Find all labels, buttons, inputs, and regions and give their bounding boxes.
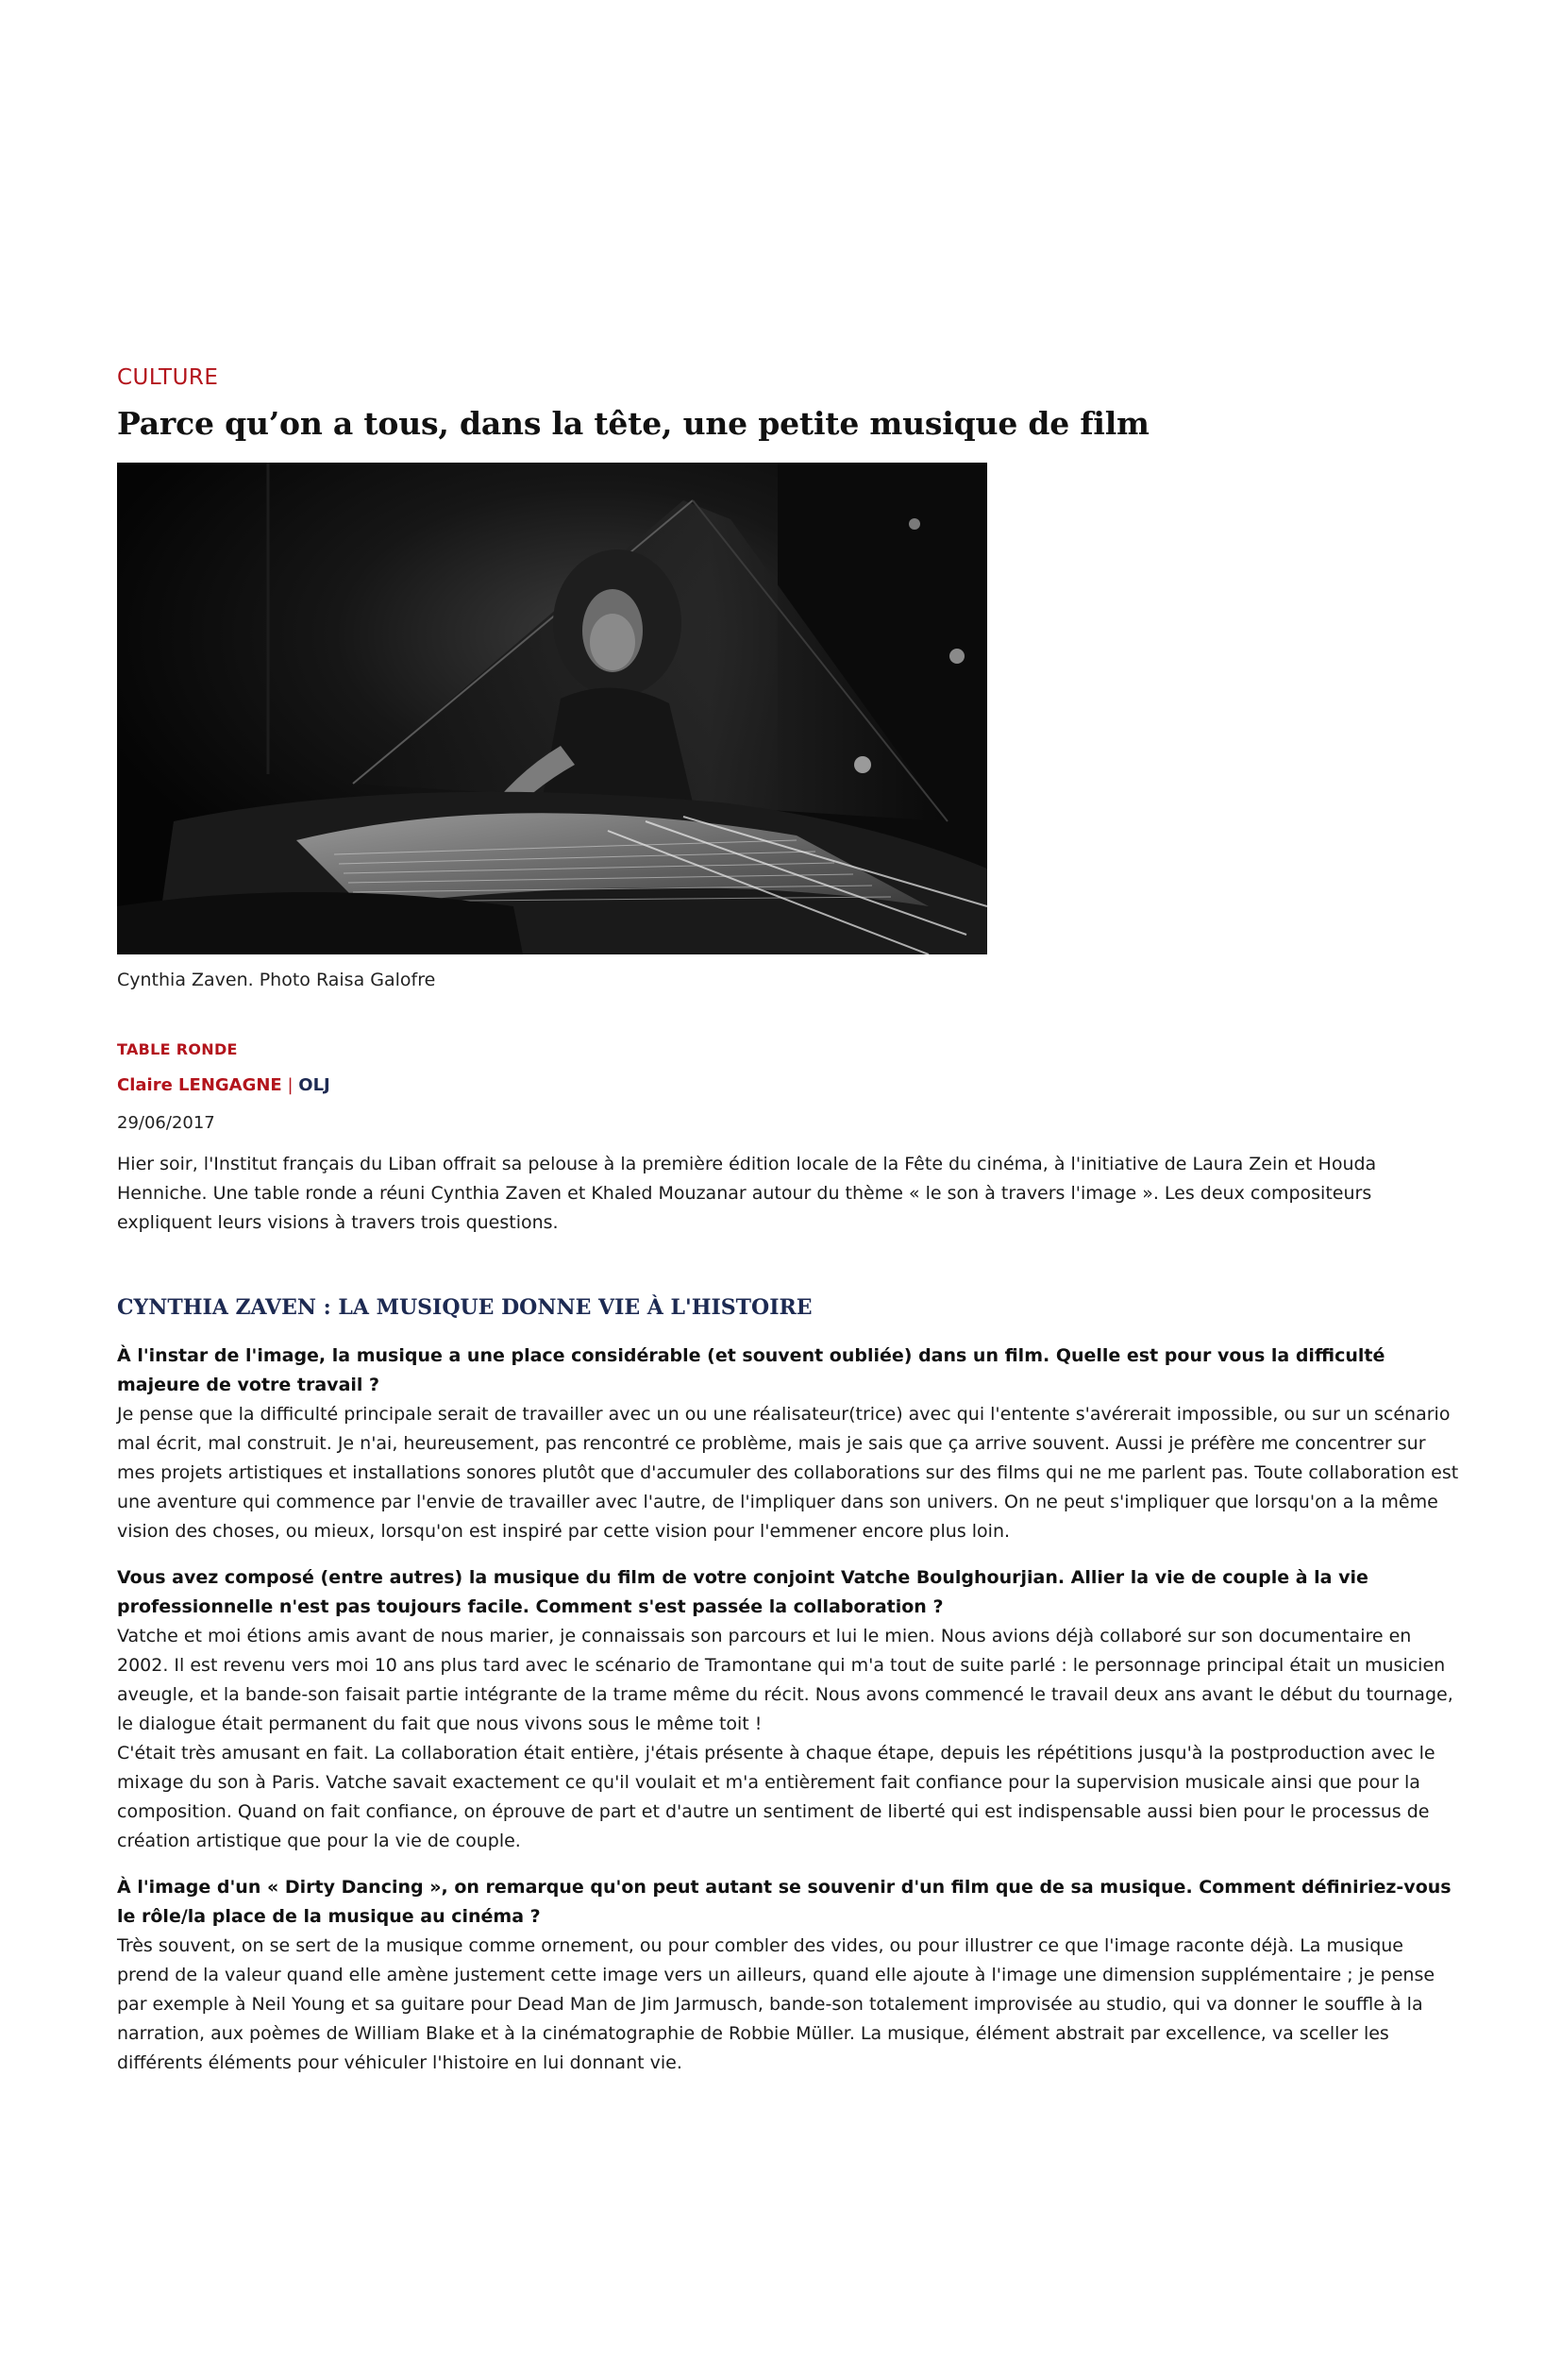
article-lead: Hier soir, l'Institut français du Liban offrait sa pelouse à la première édition locale de la Fête du cinéma, à l'initiative de Laura Zein et Houda Henniche. Une table ronde a réuni Cynthia Zaven et Khaled Mouzanar autour du thème « le son à travers l'image ». Les deux compositeurs expliquent leurs visions à travers trois questions. — [117, 1154, 1377, 1233]
source-link[interactable]: OLJ — [298, 1075, 330, 1095]
qa-block-3 — [117, 1873, 1459, 2078]
category-label[interactable]: CULTURE — [117, 365, 219, 390]
publish-date: 29/06/2017 — [117, 1113, 215, 1133]
interview-question: Vous avez composé (entre autres) la musique du film de votre conjoint Vatche Boulghourjian. Allier la vie de couple à la vie professionnelle n'est pas toujours facile. Comment s'est passée la collaboration ? — [117, 1567, 1368, 1617]
interview-answer: Très souvent, on se sert de la musique comme ornement, ou pour combler des vides, ou pour illustrer ce que l'image raconte déjà. La musique prend de la valeur quand elle amène justement cette image vers un ailleurs, quand elle ajoute à l'image une dimension supplémentaire ; je pense par exemple à Neil Young et sa guitare pour Dead Man de Jim Jarmusch, bande-son totalement improvisée au studio, qui va donner le souffle à la narration, aux poèmes de William Blake et à la cinématographie de Robbie Müller. La musique, élément abstrait par excellence, va sceller les différents éléments pour véhiculer l'histoire en lui donnant vie. — [117, 1935, 1435, 2073]
interview-answer: Vatche et moi étions amis avant de nous marier, je connaissais son parcours et lui le mien. Nous avions déjà collaboré sur son documentaire en 2002. Il est revenu vers moi 10 ans plus tard avec le scénario de Tramontane qui m'a tout de suite parlé : le personnage principal était un musicien aveugle, et la bande-son faisait partie intégrante de la trame même du récit. Nous avons commencé le travail deux ans avant le début du tournage, le dialogue était permanent du fait que nous vivons sous le même toit ! — [117, 1626, 1453, 1734]
article-kicker: TABLE RONDE — [117, 1040, 238, 1058]
qa-block-2 — [117, 1563, 1459, 1856]
interview-question: À l'instar de l'image, la musique a une place considérable (et souvent oubliée) dans un film. Quelle est pour vous la difficulté majeure de votre travail ? — [117, 1345, 1385, 1395]
photo-caption: Cynthia Zaven. Photo Raisa Galofre — [117, 970, 436, 990]
article-photo — [117, 463, 987, 954]
author-link[interactable]: Claire LENGAGNE — [117, 1075, 282, 1095]
interview-answer: Je pense que la difficulté principale serait de travailler avec un ou une réalisateur(trice) avec qui l'entente s'avérerait impossible, ou sur un scénario mal écrit, mal construit. Je n'ai, heureusement, pas rencontré ce problème, mais je sais que ça arrive souvent. Aussi je préfère me concentrer sur mes projets artistiques et installations sonores plutôt que d'accumuler des collaborations sur des films qui ne me parlent pas. Toute collaboration est une aventure qui commence par l'envie de travailler avec l'autre, de l'impliquer dans son univers. On ne peut s'impliquer que lorsqu'on a la même vision des choses, ou mieux, lorsqu'on est inspiré par cette vision pour l'emmener encore plus loin. — [117, 1404, 1459, 1542]
article-title: Parce qu’on a tous, dans la tête, une petite musique de film — [117, 405, 1150, 442]
interview-question: À l'image d'un « Dirty Dancing », on remarque qu'on peut autant se souvenir d'un film que de sa musique. Comment définiriez-vous le rôle/la place de la musique au cinéma ? — [117, 1877, 1452, 1927]
article — [117, 364, 1457, 2078]
byline-separator: | — [287, 1075, 294, 1095]
qa-block-1 — [117, 1342, 1459, 1546]
section-title: CYNTHIA ZAVEN : LA MUSIQUE DONNE VIE À L'HISTOIRE — [117, 1295, 813, 1320]
interview-answer: C'était très amusant en fait. La collaboration était entière, j'étais présente à chaque étape, depuis les répétitions jusqu'à la postproduction avec le mixage du son à Paris. Vatche savait exactement ce qu'il voulait et m'a entièrement fait confiance pour la supervision musicale ainsi que pour la composition. Quand on fait confiance, on éprouve de part et d'autre un sentiment de liberté qui est indispensable aussi bien pour le processus de création artistique que pour la vie de couple. — [117, 1743, 1435, 1851]
byline — [117, 1074, 1457, 1097]
